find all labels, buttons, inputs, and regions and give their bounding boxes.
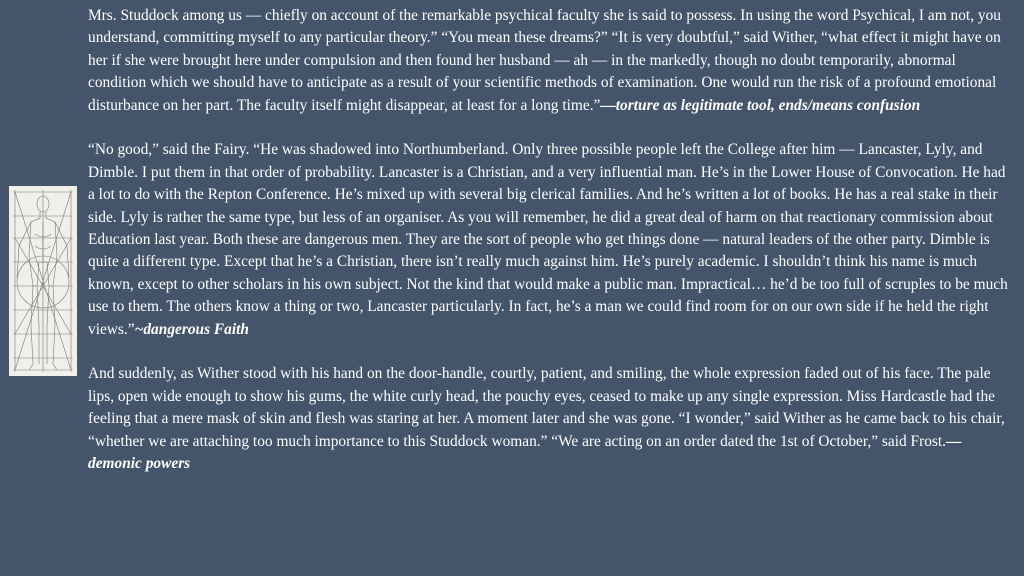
anatomical-figure-icon — [9, 186, 77, 376]
annotation-note: ~dangerous Faith — [134, 320, 249, 338]
annotation-note: —torture as legitimate tool, ends/means confusion — [600, 96, 921, 114]
paragraph-text: And suddenly, as Wither stood with his hand on the door-handle, courtly, patient, and smiling, the whole expression faded out of his face. The pale lips, open wide enough to show his gums, the white curly head, the pouchy eyes, ceased to make up any single expression. Miss Hardcastle had the feeling that a mere mask of skin and flesh was staring at her. A moment later and she was gone. “I wonder,” said Wither as he came back to his chair, “whether we are attaching too much importance to this Studdock woman.” “We are acting on an order dated the 1st of October,” said Frost. — [88, 365, 1005, 450]
paragraph-1 — [88, 5, 1014, 117]
paragraph-text: Mrs. Studdock among us — chiefly on account of the remarkable psychical faculty she is said to possess. In using the word Psychical, I am not, you understand, committing myself to any particular theory.” “You mean these dreams?” “It is very doubtful,” said Wither, “what effect it might have on her if she were brought here under compulsion and then found her husband — ah — in the markedly, though no doubt temporarily, abnormal condition which we should have to anticipate as a result of your scientific methods of examination. One would run the risk of a profound emotional disturbance on her part. The faculty itself might disappear, at least for a long time.” — [88, 7, 1001, 114]
paragraph-3 — [88, 363, 1014, 475]
annotation-note: —demonic powers — [88, 432, 962, 473]
paragraph-text: “No good,” said the Fairy. “He was shadowed into Northumberland. Only three possible people left the College after him — Lancaster, Lyly, and Dimble. I put them in that order of probability. Lancaster is a Christian, and a very influential man. He’s in the Lower House of Convocation. He had a lot to do with the Repton Conference. He’s mixed up with several big clerical families. And he’s written a lot of books. He has a real stake in their side. Lyly is rather the same type, but less of an organiser. As you will remember, he did a great deal of harm on that reactionary commission about Education last year. Both these are dangerous men. They are the sort of people who get things done — natural leaders of the other party. Dimble is quite a different type. Except that he’s a Christian, there isn’t really much against him. He’s purely academic. I shouldn’t think his name is much known, except to other scholars in his own subject. Not the kind that would make a public man. Impractical… he’d be too full of scruples to be much use to them. The others know a thing or two, Lancaster particularly. In fact, he’s a man we could find room for on our own side if he held the right views.” — [88, 141, 1008, 338]
paragraph-2 — [88, 139, 1014, 341]
body-text — [88, 5, 1014, 498]
